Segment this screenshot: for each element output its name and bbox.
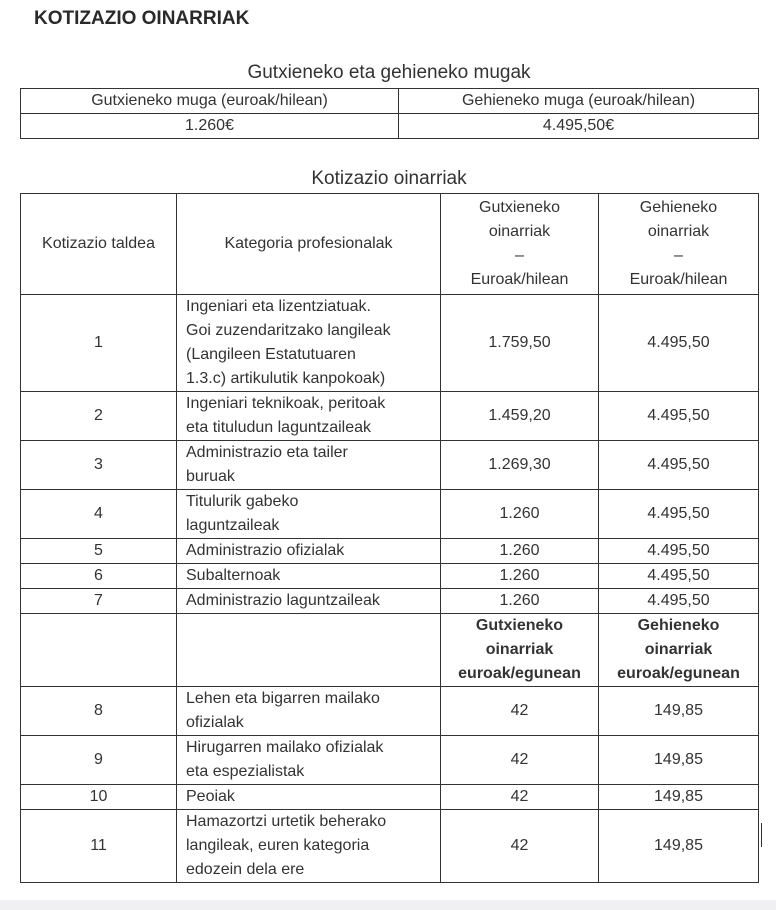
min-value-cell: 1.260	[441, 589, 599, 614]
min-value-cell: 42	[441, 810, 599, 883]
max-value-cell: 4.495,50	[599, 539, 759, 564]
table-row	[21, 564, 759, 589]
min-daily-header	[441, 614, 599, 687]
min-value-cell: 1.759,50	[441, 295, 599, 392]
min-daily-header-line: oinarriak	[485, 641, 554, 658]
category-cell-line: langileak, euren kategoria	[186, 837, 370, 854]
group-cell: 4	[21, 490, 177, 539]
limits-caption: Gutxieneko eta gehieneko mugak	[247, 62, 531, 83]
min-value-cell: 42	[441, 736, 599, 785]
category-cell-line: Administrazio ofizialak	[186, 542, 345, 559]
category-cell-line: eta espezialistak	[186, 763, 305, 780]
edge-mark	[761, 823, 762, 847]
category-cell	[177, 441, 441, 490]
max-value-cell: 4.495,50	[599, 589, 759, 614]
limits-table	[20, 88, 759, 139]
category-cell-line: Ingeniari eta lizentziatuak.	[186, 298, 371, 315]
group-cell: 6	[21, 564, 177, 589]
max-monthly-header-line: –	[674, 247, 683, 264]
category-cell-line: (Langileen Estatutuaren	[186, 346, 356, 363]
bases-table	[20, 193, 759, 883]
category-cell-line: ofizialak	[186, 714, 244, 731]
table-row	[21, 589, 759, 614]
limits-value-row	[21, 114, 759, 139]
max-value-cell: 4.495,50	[599, 392, 759, 441]
min-value-cell: 1.260	[441, 490, 599, 539]
category-cell-line: Administrazio laguntzaileak	[186, 592, 380, 609]
max-value-cell: 149,85	[599, 687, 759, 736]
category-cell	[177, 785, 441, 810]
max-value-cell: 4.495,50	[599, 441, 759, 490]
min-monthly-header-line: –	[515, 247, 524, 264]
min-monthly-header-line: Euroak/hilean	[470, 271, 569, 288]
min-value-cell: 1.269,30	[441, 441, 599, 490]
empty-cell	[21, 614, 177, 687]
limits-min-value: 1.260€	[21, 114, 399, 139]
group-cell: 1	[21, 295, 177, 392]
min-monthly-header	[441, 194, 599, 295]
table-row	[21, 490, 759, 539]
category-cell	[177, 687, 441, 736]
min-value-cell: 42	[441, 687, 599, 736]
min-daily-header-line: Gutxieneko	[475, 617, 564, 634]
category-cell-line: Hirugarren mailako ofizialak	[186, 739, 384, 756]
max-monthly-header-line: Gehieneko	[639, 199, 718, 216]
max-value-cell: 4.495,50	[599, 490, 759, 539]
category-cell	[177, 490, 441, 539]
category-cell-line: Hamazortzi urtetik beherako	[186, 813, 387, 830]
max-daily-header-line: oinarriak	[644, 641, 713, 658]
min-monthly-header-line: Gutxieneko	[479, 199, 560, 216]
min-value-cell: 42	[441, 785, 599, 810]
category-header: Kategoria profesionalak	[177, 194, 441, 295]
table-row	[21, 810, 759, 883]
category-cell	[177, 589, 441, 614]
group-cell: 10	[21, 785, 177, 810]
table-row	[21, 441, 759, 490]
category-cell-line: Ingeniari teknikoak, peritoak	[186, 395, 386, 412]
category-cell	[177, 295, 441, 392]
category-cell	[177, 810, 441, 883]
empty-cell	[177, 614, 441, 687]
category-cell-line: Titulurik gabeko	[186, 493, 299, 510]
max-value-cell: 149,85	[599, 785, 759, 810]
group-cell: 11	[21, 810, 177, 883]
group-cell: 5	[21, 539, 177, 564]
group-cell: 8	[21, 687, 177, 736]
max-value-cell: 149,85	[599, 810, 759, 883]
min-value-cell: 1.260	[441, 539, 599, 564]
table-row	[21, 785, 759, 810]
category-cell-line: Lehen eta bigarren mailako	[186, 690, 380, 707]
category-cell	[177, 539, 441, 564]
min-value-cell: 1.459,20	[441, 392, 599, 441]
table-row	[21, 392, 759, 441]
max-value-cell: 4.495,50	[599, 295, 759, 392]
category-cell-line: Administrazio eta tailer	[186, 444, 348, 461]
category-cell	[177, 564, 441, 589]
group-cell: 2	[21, 392, 177, 441]
min-value-cell: 1.260	[441, 564, 599, 589]
min-daily-header-line: euroak/egunean	[458, 665, 581, 682]
category-cell	[177, 736, 441, 785]
group-cell: 9	[21, 736, 177, 785]
category-cell-line: laguntzaileak	[186, 517, 280, 534]
limits-max-header: Gehieneko muga (euroak/hilean)	[399, 89, 759, 114]
max-monthly-header-line: oinarriak	[647, 223, 710, 240]
group-cell: 7	[21, 589, 177, 614]
category-cell	[177, 392, 441, 441]
max-daily-header	[599, 614, 759, 687]
group-header: Kotizazio taldea	[21, 194, 177, 295]
category-cell-line: Goi zuzendaritzako langileak	[186, 322, 391, 339]
table-row	[21, 295, 759, 392]
max-value-cell: 149,85	[599, 736, 759, 785]
category-cell-line: buruak	[186, 468, 235, 485]
category-cell-line: Subalternoak	[186, 567, 281, 584]
max-monthly-header-line: Euroak/hilean	[629, 271, 728, 288]
bases-header-row	[21, 194, 759, 295]
group-cell: 3	[21, 441, 177, 490]
page-footer-shade	[0, 900, 776, 910]
max-value-cell: 4.495,50	[599, 564, 759, 589]
max-monthly-header	[599, 194, 759, 295]
limits-header-row	[21, 89, 759, 114]
max-daily-header-line: euroak/egunean	[617, 665, 740, 682]
limits-max-value: 4.495,50€	[399, 114, 759, 139]
category-cell-line: 1.3.c) artikulutik kanpokoak)	[186, 370, 386, 387]
daily-header-row	[21, 614, 759, 687]
min-monthly-header-line: oinarriak	[488, 223, 551, 240]
bases-caption: Kotizazio oinarriak	[311, 168, 467, 189]
category-cell-line: eta tituludun laguntzaileak	[186, 419, 372, 436]
category-cell-line: Peoiak	[186, 788, 235, 805]
category-cell-line: edozein dela ere	[186, 861, 305, 878]
table-row	[21, 687, 759, 736]
table-row	[21, 736, 759, 785]
limits-min-header: Gutxieneko muga (euroak/hilean)	[21, 89, 399, 114]
table-row	[21, 539, 759, 564]
max-daily-header-line: Gehieneko	[637, 617, 720, 634]
page-title: KOTIZAZIO OINARRIAK	[34, 8, 250, 29]
